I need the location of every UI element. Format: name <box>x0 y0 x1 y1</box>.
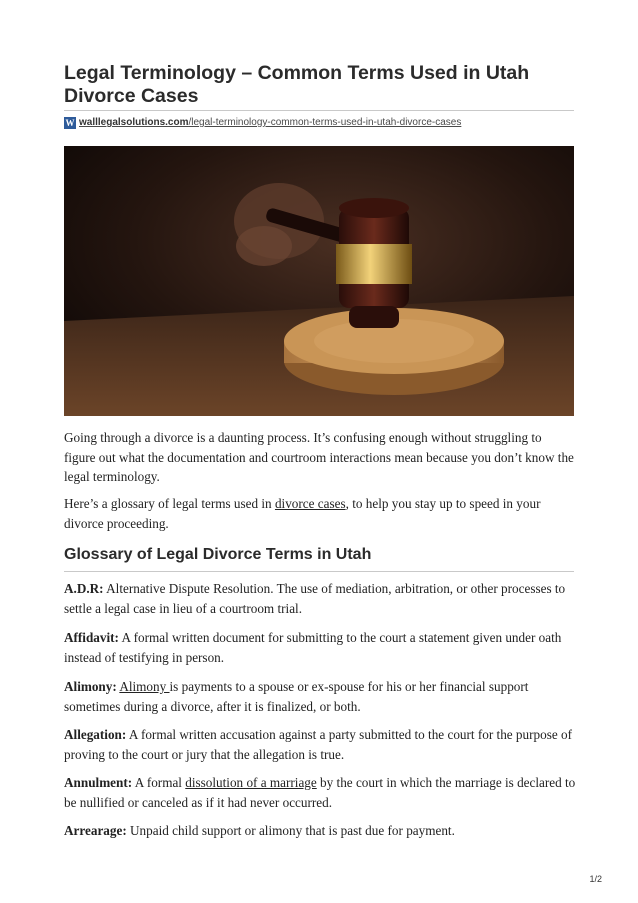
glossary-definition-start: A formal <box>132 775 186 790</box>
source-path: /legal-terminology-common-terms-used-in-utah-divorce-cases <box>188 117 462 128</box>
heading-divider <box>64 571 574 572</box>
glossary-definition: Alternative Dispute Resolution. The use of mediation, arbitration, or other processes to settle a legal case in lieu of a courtroom trial. <box>64 581 566 616</box>
glossary-entry-adr <box>64 579 576 618</box>
glossary-definition: A formal written accusation against a party submitted to the court for the purpose of proving to the court or jury that the allegation is true. <box>64 727 572 762</box>
article-title: Legal Terminology – Common Terms Used in Utah Divorce Cases <box>64 62 530 107</box>
site-favicon-icon: W <box>65 118 75 128</box>
glossary-definition-end: is payments to a spouse or ex-spouse for his or her financial support sometimes during a divorce, after it is finalized, or both. <box>64 679 529 714</box>
glossary-term: Allegation: <box>64 727 127 742</box>
glossary-definition: A formal written document for submitting to the court a statement given under oath instead of testifying in person. <box>64 630 562 665</box>
source-domain: walllegalsolutions.com <box>79 117 189 128</box>
alimony-link[interactable]: Alimony <box>119 679 170 694</box>
intro-2-text-end: , to help you stay up to speed in your divorce proceeding. <box>64 496 541 531</box>
glossary-entry-affidavit <box>64 628 576 667</box>
glossary-definition-end: by the court in which the marriage is declared to be nullified or canceled as if it had never occurred. <box>64 775 576 810</box>
glossary-term: Alimony: <box>64 679 117 694</box>
glossary-term: Arrearage: <box>64 823 127 838</box>
page-number: 1/2 <box>589 874 602 884</box>
divorce-cases-link[interactable]: divorce cases <box>274 496 346 511</box>
source-link-row <box>64 116 461 130</box>
glossary-term: A.D.R: <box>64 581 104 596</box>
glossary-entry-allegation <box>64 725 576 764</box>
glossary-entry-arrearage <box>64 821 576 841</box>
glossary-entry-alimony <box>64 677 576 716</box>
source-url-link[interactable] <box>79 116 461 130</box>
glossary-definition: Unpaid child support or alimony that is past due for payment. <box>126 823 455 838</box>
glossary-heading: Glossary of Legal Divorce Terms in Utah <box>64 546 372 563</box>
glossary-term: Affidavit: <box>64 630 119 645</box>
dissolution-of-marriage-link[interactable]: dissolution of a marriage <box>185 775 317 790</box>
intro-paragraph-1: Going through a divorce is a daunting process. It’s confusing enough without struggling to figure out what the documentation and courtroom interactions mean because you don’t know the legal terminology. <box>64 430 574 484</box>
intro-2-text-start: Here’s a glossary of legal terms used in <box>64 496 275 511</box>
intro-paragraph-2 <box>64 494 576 533</box>
glossary-entry-annulment <box>64 773 576 812</box>
gavel-photo <box>64 146 574 416</box>
glossary-term: Annulment: <box>64 775 133 790</box>
title-divider <box>64 110 574 111</box>
